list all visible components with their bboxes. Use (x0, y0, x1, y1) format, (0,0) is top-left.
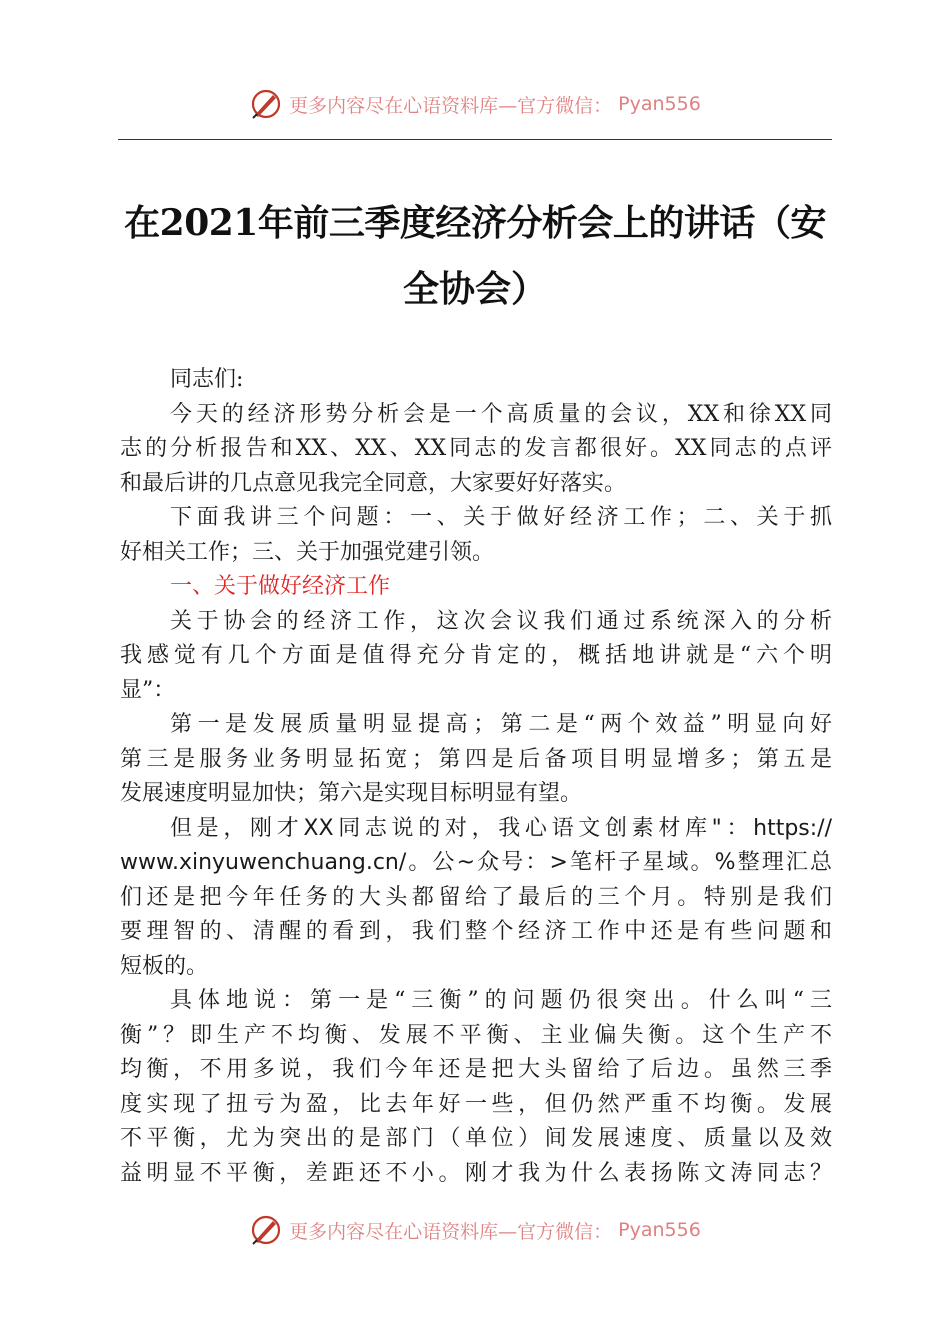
title-line-1: 在2021年前三季度经济分析会上的讲话（安 (124, 202, 826, 244)
document-title (118, 190, 832, 322)
text-line: 我感觉有几个方面是值得充分肯定的，概括地讲就是“六个明 (120, 643, 832, 668)
document-body (120, 363, 832, 1191)
text-line: 度实现了扭亏为盈，比去年好一些，但仍然严重不均衡。发展 (120, 1091, 832, 1117)
text-line: 发展速度明显加快；第六是实现目标明显有望。 (120, 781, 583, 806)
banner-wechat-id: Pyan556 (618, 93, 701, 115)
banner-text: 更多内容尽在心语资料库—官方微信： (289, 1220, 613, 1243)
text-line: 要理智的、清醒的看到，我们整个经济工作中还是有些问题和 (120, 919, 832, 944)
text-line: 今天的经济形势分析会是一个高质量的会议，XX和徐XX同 (170, 401, 832, 427)
text-line: 不平衡，尤为突出的是部门（单位）间发展速度、质量以及效 (120, 1126, 832, 1151)
header-banner (0, 84, 950, 124)
text-line: 益明显不平衡，差距还不小。刚才我为什么表扬陈文涛同志？ (120, 1160, 832, 1186)
text-line: 但是，刚才XX同志说的对，我心语文创素材库"：https:// (170, 815, 832, 841)
text-line: www.xinyuwenchuang.cn/。公~众号：>笔杆子星域。%整理汇总 (120, 850, 832, 875)
text-line: 衡”？即生产不均衡、发展不平衡、主业偏失衡。这个生产不 (120, 1022, 832, 1048)
header-divider (118, 139, 832, 140)
text-line: 关于协会的经济工作，这次会议我们通过系统深入的分析 (170, 608, 832, 634)
footer-banner (0, 1210, 950, 1250)
pen-logo-icon (249, 87, 283, 121)
text-line: 第三是服务业务明显拓宽；第四是后备项目明显增多；第五是 (120, 746, 832, 772)
pen-logo-icon (249, 1213, 283, 1247)
text-line: 具体地说：第一是“三衡”的问题仍很突出。什么叫“三 (170, 988, 832, 1013)
text-line: 短板的。 (120, 953, 209, 979)
text-line: 们还是把今年任务的大头都留给了最后的三个月。特别是我们 (120, 884, 832, 910)
text-line: 第一是发展质量明显提高；第二是“两个效益”明显向好 (170, 712, 832, 737)
banner-wechat-id: Pyan556 (618, 1219, 701, 1241)
title-line-2: 全协会） (402, 268, 547, 310)
text-line: 好相关工作；三、关于加强党建引领。 (120, 539, 495, 565)
text-line: 下面我讲三个问题：一、关于做好经济工作；二、关于抓 (170, 505, 832, 530)
section-heading-1: 一、关于做好经济工作 (170, 574, 391, 599)
text-line: 志的分析报告和XX、XX、XX同志的发言都很好。XX同志的点评 (120, 436, 832, 461)
banner-text: 更多内容尽在心语资料库—官方微信： (289, 94, 613, 117)
text-line: 和最后讲的几点意见我完全同意，大家要好好落实。 (120, 470, 627, 496)
text-line: 均衡，不用多说，我们今年还是把大头留给了后边。虽然三季 (120, 1057, 832, 1082)
text-line: 显”： (120, 677, 176, 703)
salutation: 同志们: (170, 367, 244, 392)
